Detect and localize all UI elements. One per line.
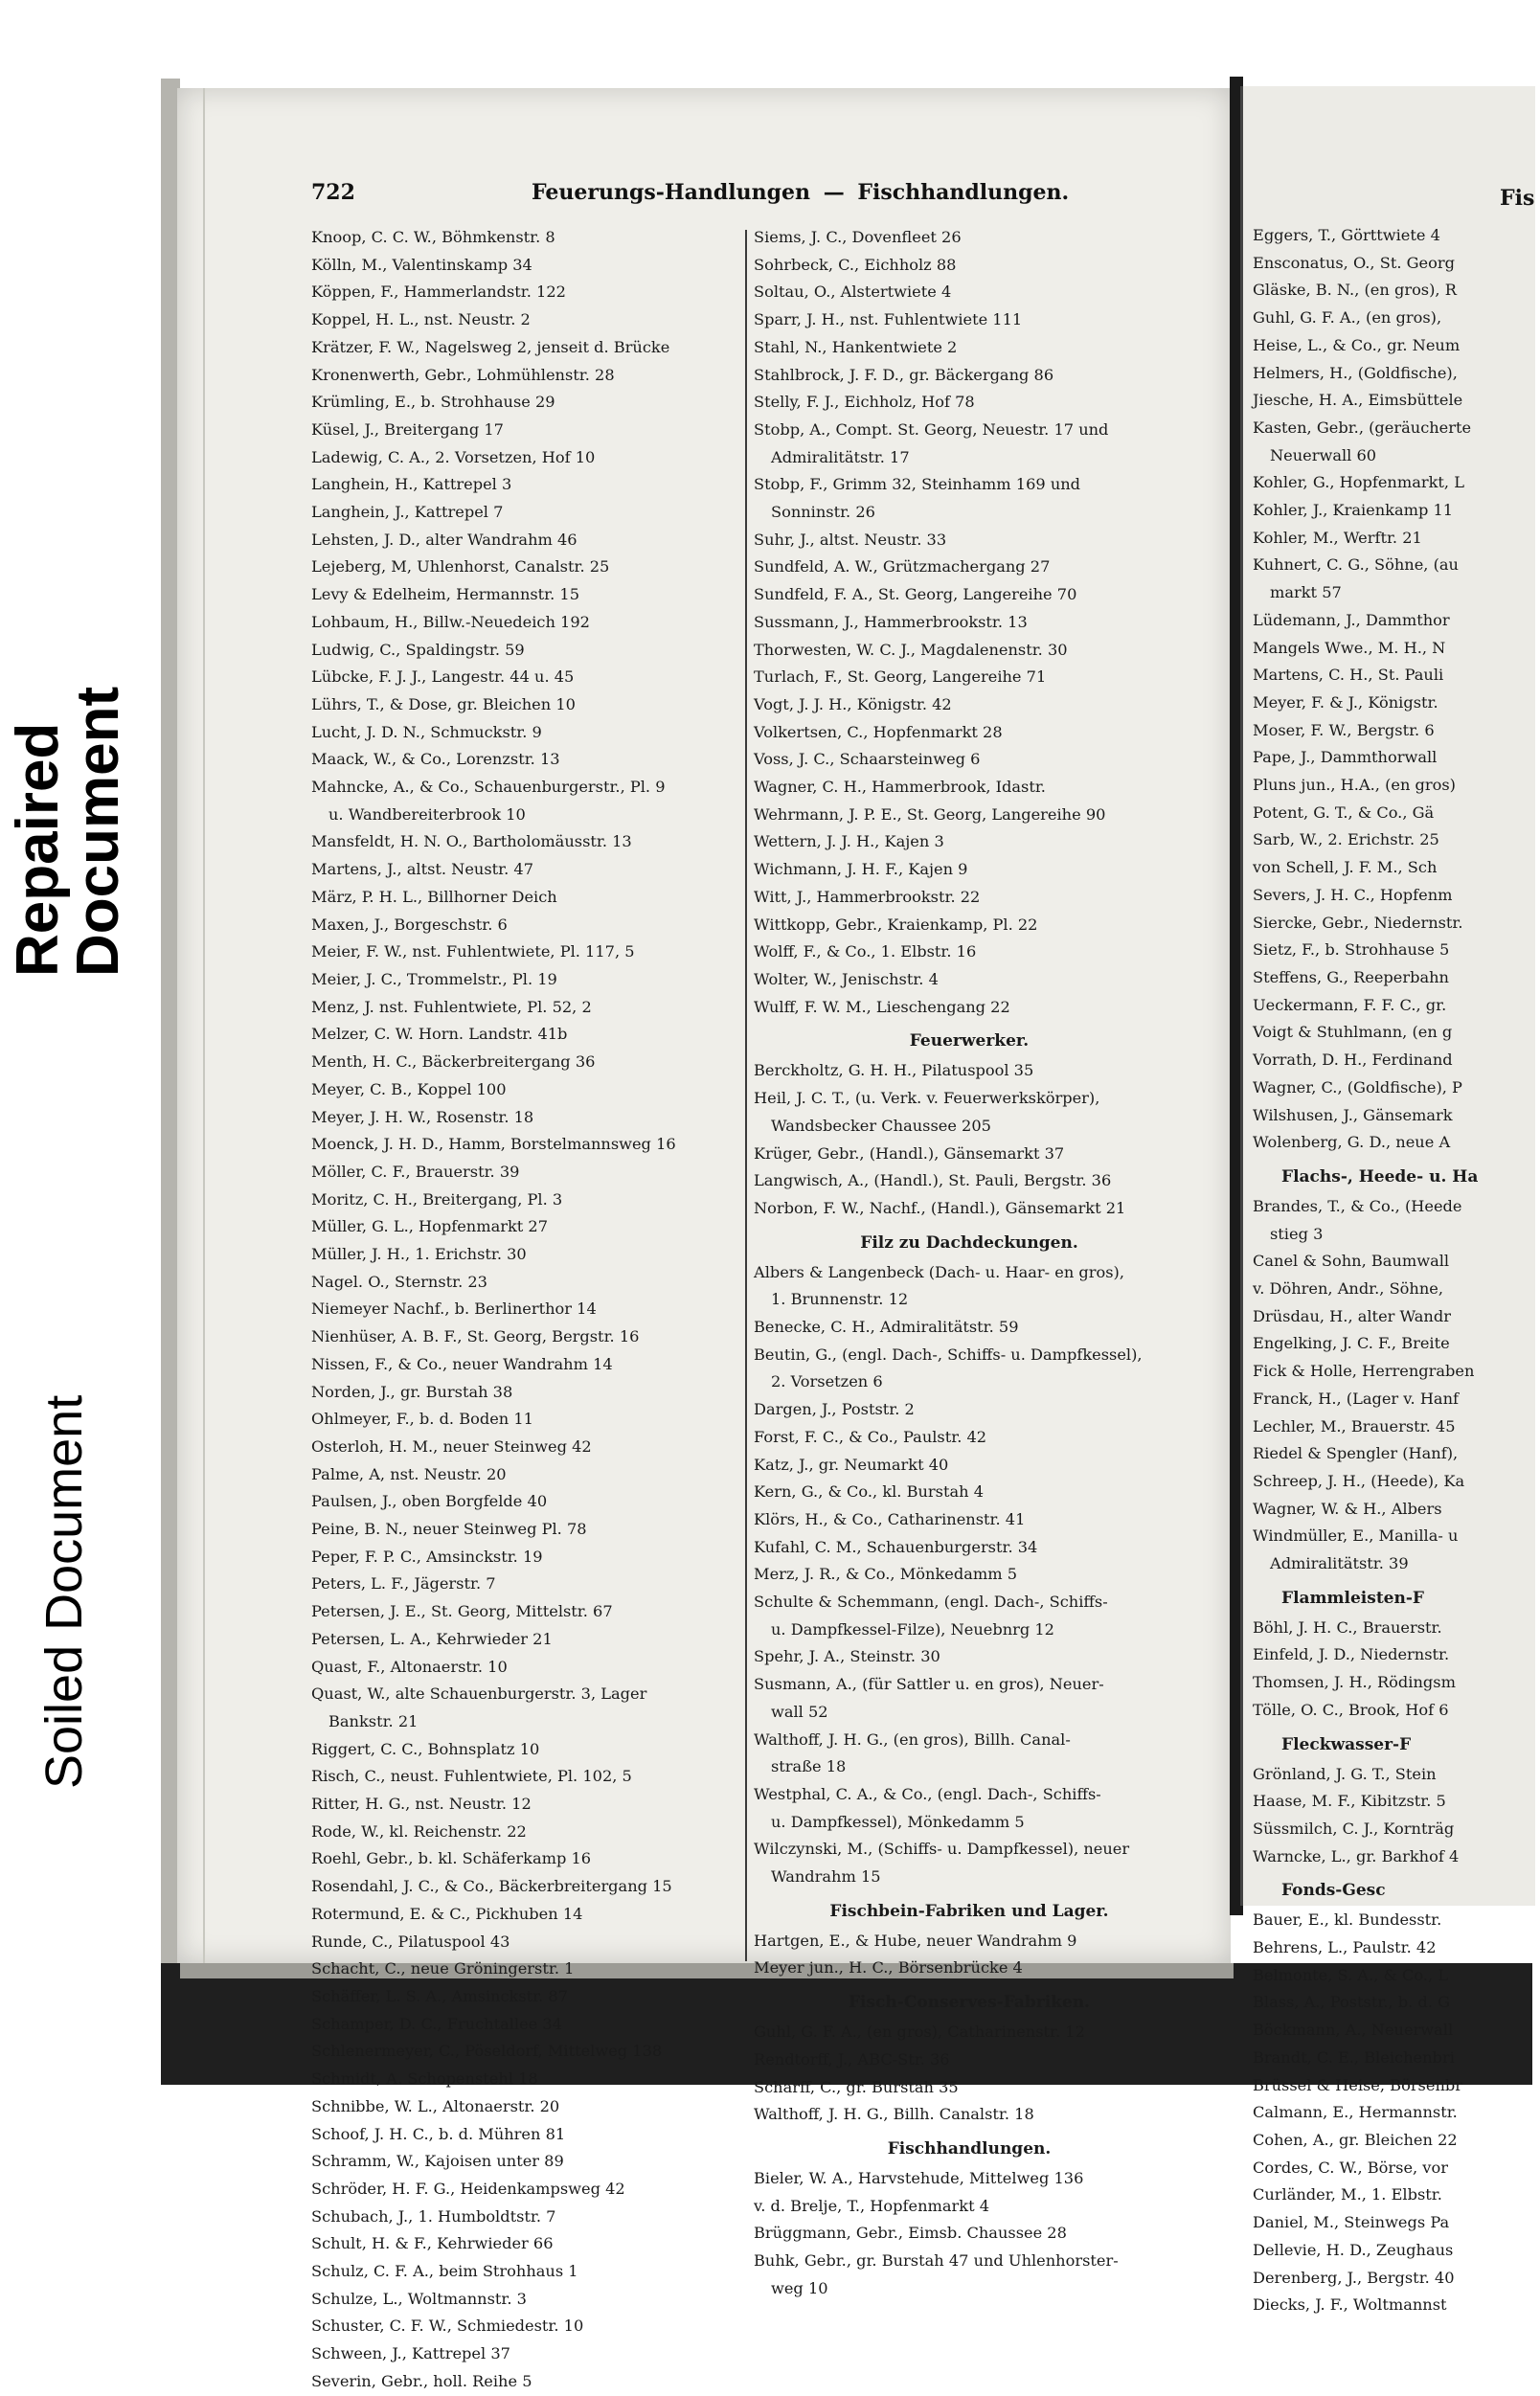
directory-entry: Siercke, Gebr., Niedernstr. [1253, 913, 1463, 932]
directory-entry: Meier, J. C., Trommelstr., Pl. 19 [311, 969, 557, 988]
directory-entry: Palme, A, nst. Neustr. 20 [311, 1464, 507, 1483]
directory-entry: Lehsten, J. D., alter Wandrahm 46 [311, 530, 578, 549]
directory-entry: Diecks, J. F., Woltmannst [1253, 2295, 1447, 2315]
directory-entry: Rendtorff, J., ABC-Str. 36 [754, 2049, 950, 2068]
column-divider [745, 230, 747, 1961]
directory-entry: Osterloh, H. M., neuer Steinweg 42 [311, 1436, 592, 1456]
directory-entry: Grönland, J. G. T., Stein [1253, 1764, 1437, 1783]
entry-continuation: 2. Vorsetzen 6 [771, 1372, 883, 1391]
directory-entry: Köppen, F., Hammerlandstr. 122 [311, 283, 566, 302]
directory-entry: Spehr, J. A., Steinstr. 30 [754, 1647, 940, 1666]
directory-entry: Stelly, F. J., Eichholz, Hof 78 [754, 393, 975, 412]
directory-entry: Steffens, G., Reeperbahn [1253, 967, 1449, 986]
section-heading: Fisch-Conserves-Fabriken. [848, 1993, 1091, 2013]
directory-entry: Schween, J., Kattrepel 37 [311, 2344, 510, 2363]
directory-entry: Schulz, C. F. A., beim Strohhaus 1 [311, 2262, 578, 2281]
directory-entry: Dargen, J., Poststr. 2 [754, 1400, 915, 1419]
directory-entry: Schramm, W., Kajoisen unter 89 [311, 2152, 564, 2171]
directory-entry: Langhein, H., Kattrepel 3 [311, 475, 512, 494]
directory-entry: Wilczynski, M., (Schiffs- u. Dampfkessel), neuer [754, 1840, 1130, 1859]
section-heading: Flammleisten-F [1281, 1588, 1424, 1608]
directory-entry: Kern, G., & Co., kl. Burstah 4 [754, 1482, 984, 1502]
directory-entry: Sundfeld, A. W., Grützmachergang 27 [754, 557, 1051, 576]
repaired-label-line1: Repaired [5, 722, 71, 977]
directory-entry: Müller, J. H., 1. Erichstr. 30 [311, 1245, 527, 1264]
directory-entry: Rode, W., kl. Reichenstr. 22 [311, 1821, 527, 1841]
directory-entry: Langwisch, A., (Handl.), St. Pauli, Bergstr. 36 [754, 1171, 1112, 1190]
directory-entry: Belmonte, S. A., & Co., L [1253, 1965, 1449, 1984]
directory-entry: Thomsen, J. H., Rödingsm [1253, 1673, 1456, 1692]
directory-entry: Norden, J., gr. Burstah 38 [311, 1382, 513, 1401]
directory-entry: Thorwesten, W. C. J., Magdalenenstr. 30 [754, 640, 1068, 659]
directory-entry: Rosendahl, J. C., & Co., Bäckerbreitergang 15 [311, 1877, 672, 1896]
section-heading: Flachs-, Heede- u. Ha [1281, 1166, 1479, 1187]
entry-continuation: Admiralitätstr. 17 [771, 447, 910, 466]
directory-entry: Schlenermeyer, C., Pöseldorf, Mittelweg 138 [311, 2042, 663, 2061]
directory-entry: Ohlmeyer, F., b. d. Boden 11 [311, 1410, 533, 1429]
directory-entry: Peine, B. N., neuer Steinweg Pl. 78 [311, 1520, 587, 1539]
directory-entry: Krätzer, F. W., Nagelsweg 2, jenseit d. Brücke [311, 337, 670, 356]
directory-entry: Haase, M. F., Kibitzstr. 5 [1253, 1792, 1446, 1811]
directory-entry: Ludwig, C., Spaldingstr. 59 [311, 640, 525, 659]
directory-entry: Lübcke, F. J. J., Langestr. 44 u. 45 [311, 667, 575, 687]
directory-entry: Voss, J. C., Schaarsteinweg 6 [754, 750, 981, 769]
next-page-fragment [1240, 86, 1535, 2315]
directory-entry: Krüger, Gebr., (Handl.), Gänsemarkt 37 [754, 1143, 1065, 1163]
directory-entry: Niemeyer Nachf., b. Berlinerthor 14 [311, 1300, 597, 1319]
directory-entry: Stobp, F., Grimm 32, Steinhamm 169 und [754, 475, 1081, 494]
directory-entry: Schäffer, L. S. A., Amsinckstr. 87 [311, 1987, 569, 2005]
directory-entry: Schreep, J. H., (Heede), Ka [1253, 1471, 1465, 1490]
directory-entry: Einfeld, J. D., Niedernstr. [1253, 1645, 1450, 1664]
entry-continuation: stieg 3 [1270, 1224, 1324, 1243]
directory-entry: Petersen, L. A., Kehrwieder 21 [311, 1629, 553, 1648]
directory-entry: Cordes, C. W., Börse, vor [1253, 2158, 1448, 2177]
directory-entry: Wilshusen, J., Gänsemark [1253, 1105, 1453, 1124]
entry-continuation: u. Dampfkessel-Filze), Neuebnrg 12 [771, 1619, 1054, 1639]
directory-entry: Meier, F. W., nst. Fuhlentwiete, Pl. 117, 5 [311, 942, 635, 961]
title-left: Feuerungs-Handlungen [532, 180, 811, 205]
directory-entry: Kufahl, C. M., Schauenburgerstr. 34 [754, 1537, 1038, 1556]
next-page-header: Fis [1500, 186, 1535, 211]
soiled-document-label: Soiled Document [35, 1394, 93, 1789]
directory-entry: Mansfeldt, H. N. O., Bartholomäusstr. 13 [311, 832, 632, 851]
left-column [311, 224, 750, 2396]
directory-entry: Lejeberg, M, Uhlenhorst, Canalstr. 25 [311, 557, 610, 576]
directory-entry: Severin, Gebr., holl. Reihe 5 [311, 2371, 532, 2390]
entry-continuation: u. Wandbereiterbrook 10 [328, 804, 526, 824]
directory-entry: Wolff, F., & Co., 1. Elbstr. 16 [754, 942, 977, 961]
directory-entry: Schulze, L., Woltmannstr. 3 [311, 2289, 527, 2308]
directory-entry: Canel & Sohn, Baumwall [1253, 1252, 1450, 1271]
entry-continuation: 1. Brunnenstr. 12 [771, 1290, 909, 1309]
directory-entry: Jiesche, H. A., Eimsbüttele [1253, 391, 1463, 410]
directory-entry: Forst, F. C., & Co., Paulstr. 42 [754, 1427, 987, 1446]
directory-entry: Cohen, A., gr. Bleichen 22 [1253, 2131, 1458, 2149]
entry-continuation: markt 57 [1270, 583, 1342, 602]
directory-entry: Dellevie, H. D., Zeughaus [1253, 2240, 1454, 2259]
directory-entry: Franck, H., (Lager v. Hanf [1253, 1389, 1460, 1408]
directory-entry: Runde, C., Pilatuspool 43 [311, 1932, 510, 1951]
directory-entry: Soltau, O., Alstertwiete 4 [754, 283, 952, 302]
directory-entry: Maxen, J., Borgeschstr. 6 [311, 915, 508, 934]
directory-entry: Meyer, F. & J., Königstr. [1253, 692, 1438, 712]
directory-entry: Knoop, C. C. W., Böhmkenstr. 8 [311, 228, 555, 246]
directory-entry: Kasten, Gebr., (geräucherte [1253, 418, 1472, 437]
directory-entry: Sussmann, J., Hammerbrookstr. 13 [754, 612, 1028, 631]
entry-continuation: Bankstr. 21 [328, 1711, 419, 1730]
directory-entry: Engelking, J. C. F., Breite [1253, 1334, 1450, 1353]
directory-entry: Suhr, J., altst. Neustr. 33 [754, 530, 947, 549]
directory-entry: Heil, J. C. T., (u. Verk. v. Feuerwerkskörper), [754, 1089, 1100, 1108]
directory-entry: Stobp, A., Compt. St. Georg, Neuestr. 17 und [754, 419, 1109, 439]
directory-entry: Riggert, C. C., Bohnsplatz 10 [311, 1739, 540, 1758]
directory-entry: Kohler, M., Werftr. 21 [1253, 528, 1422, 547]
directory-entry: Kohler, G., Hopfenmarkt, L [1253, 473, 1464, 492]
directory-entry: Lucht, J. D. N., Schmuckstr. 9 [311, 722, 542, 741]
directory-entry: Böckmann, A., Neuerwall [1253, 2021, 1454, 2040]
directory-entry: Ritter, H. G., nst. Neustr. 12 [311, 1795, 532, 1814]
directory-entry: Bieler, W. A., Harvstehude, Mittelweg 136 [754, 2169, 1084, 2187]
directory-entry: Wichmann, J. H. F., Kajen 9 [754, 860, 968, 879]
directory-entry: Vogt, J. J. H., Königstr. 42 [754, 694, 952, 713]
entry-continuation: u. Dampfkessel), Mönkedamm 5 [771, 1812, 1025, 1831]
directory-entry: Menz, J. nst. Fuhlentwiete, Pl. 52, 2 [311, 997, 592, 1016]
directory-entry: Lüdemann, J., Dammthor [1253, 610, 1450, 629]
directory-entry: Windmüller, E., Manilla- u [1253, 1526, 1459, 1546]
directory-entry: v. Döhren, Andr., Söhne, [1253, 1279, 1443, 1299]
directory-entry: Sohrbeck, C., Eichholz 88 [754, 255, 957, 274]
directory-entry: Moenck, J. H. D., Hamm, Borstelmannsweg 16 [311, 1135, 676, 1154]
directory-entry: Warncke, L., gr. Barkhof 4 [1253, 1846, 1460, 1865]
directory-entry: Nissen, F., & Co., neuer Wandrahm 14 [311, 1354, 613, 1373]
directory-entry: Pluns jun., H.A., (en gros) [1253, 776, 1457, 795]
directory-entry: Klörs, H., & Co., Catharinenstr. 41 [754, 1509, 1026, 1528]
directory-entry: Moritz, C. H., Breitergang, Pl. 3 [311, 1189, 563, 1209]
directory-entry: Süssmilch, C. J., Kornträg [1253, 1819, 1455, 1838]
directory-entry: Mahncke, A., & Co., Schauenburgerstr., Pl. 9 [311, 778, 666, 797]
directory-entry: Brüggmann, Gebr., Eimsb. Chaussee 28 [754, 2224, 1067, 2243]
entry-continuation: Neuerwall 60 [1270, 445, 1377, 464]
directory-entry: Vorrath, D. H., Ferdinand [1253, 1051, 1453, 1070]
directory-entry: Roehl, Gebr., b. kl. Schäferkamp 16 [311, 1849, 592, 1868]
directory-entry: Lohbaum, H., Billw.-Neuedeich 192 [311, 612, 590, 631]
directory-entry: Guhl, G. F. A., (en gros), Catharinenstr. 12 [754, 2023, 1085, 2042]
directory-entry: März, P. H. L., Billhorner Deich [311, 887, 557, 906]
directory-entry: Sparr, J. H., nst. Fuhlentwiete 111 [754, 310, 1023, 329]
directory-entry: Blass, A., Poststr., b. d. G [1253, 1993, 1450, 2012]
directory-entry: Potent, G. T., & Co., Gä [1253, 802, 1435, 822]
directory-entry: Quast, W., alte Schauenburgerstr. 3, Lager [311, 1684, 647, 1704]
section-heading: Feuerwerker. [909, 1031, 1030, 1051]
directory-entry: Wolenberg, G. D., neue A [1253, 1133, 1451, 1152]
directory-entry: Scharff, C., gr. Burstah 35 [754, 2077, 959, 2096]
directory-entry: Eggers, T., Görttwiete 4 [1253, 226, 1440, 244]
directory-entry: Sarb, W., 2. Erichstr. 25 [1253, 830, 1439, 849]
directory-entry: Schult, H. & F., Kehrwieder 66 [311, 2234, 554, 2253]
directory-entry: Calmann, E., Hermannstr. [1253, 2103, 1458, 2122]
directory-entry: Walthoff, J. H. G., Billh. Canalstr. 18 [754, 2105, 1034, 2124]
directory-entry: Kronenwerth, Gebr., Lohmühlenstr. 28 [311, 365, 615, 384]
directory-entry: Schmidt, A. Schopenstehl 18 [311, 2069, 538, 2089]
entry-continuation: Sonninstr. 26 [771, 503, 875, 522]
directory-entry: Guhl, G. F. A., (en gros), [1253, 308, 1442, 328]
directory-entry: Nagel. O., Sternstr. 23 [311, 1272, 487, 1291]
directory-entry: Ensconatus, O., St. Georg [1253, 253, 1455, 272]
directory-entry: Wulff, F. W. M., Lieschengang 22 [754, 997, 1010, 1016]
directory-entry: Wehrmann, J. P. E., St. Georg, Langereihe 90 [754, 804, 1106, 824]
directory-entry: Lechler, M., Brauerstr. 45 [1253, 1416, 1456, 1435]
entry-continuation: straße 18 [771, 1757, 847, 1776]
directory-entry: Wagner, C. H., Hammerbrook, Idastr. [754, 778, 1046, 797]
directory-entry: Stahl, N., Hankentwiete 2 [754, 337, 958, 356]
directory-entry: Brandes, T., & Co., (Heede [1253, 1196, 1462, 1215]
directory-entry: Bauer, E., kl. Bundesstr. [1253, 1910, 1442, 1930]
directory-entry: Turlach, F., St. Georg, Langereihe 71 [754, 667, 1047, 687]
directory-entry: Schamper, D. C., Fruchtallee 34 [311, 2014, 563, 2033]
directory-entry: Sietz, F., b. Strohhause 5 [1253, 940, 1450, 960]
directory-entry: Möller, C. F., Brauerstr. 39 [311, 1162, 520, 1181]
directory-entry: Rotermund, E. & C., Pickhuben 14 [311, 1904, 583, 1923]
directory-entry: Schoof, J. H. C., b. d. Mühren 81 [311, 2124, 566, 2143]
right-column [1253, 222, 1540, 2319]
directory-entry: Schulte & Schemmann, (engl. Dach-, Schiffs- [754, 1593, 1108, 1612]
directory-entry: Pape, J., Dammthorwall [1253, 748, 1438, 767]
directory-entry: Kohler, J., Kraienkamp 11 [1253, 501, 1454, 520]
directory-entry: Menth, H. C., Bäckerbreitergang 36 [311, 1052, 596, 1072]
directory-entry: Kölln, M., Valentinskamp 34 [311, 255, 532, 274]
directory-entry: Gläske, B. N., (en gros), R [1253, 281, 1457, 300]
directory-entry: von Schell, J. F. M., Sch [1253, 858, 1438, 877]
page-header [311, 180, 1269, 218]
title-right: Fischhandlungen. [857, 180, 1070, 205]
directory-entry: Heise, L., & Co., gr. Neum [1253, 335, 1461, 354]
directory-entry: Peper, F. P. C., Amsinckstr. 19 [311, 1547, 543, 1566]
directory-entry: Berckholtz, G. H. H., Pilatuspool 35 [754, 1061, 1034, 1080]
directory-entry: Schnibbe, W. L., Altonaerstr. 20 [311, 2096, 560, 2115]
directory-entry: Drüsdau, H., alter Wandr [1253, 1306, 1451, 1325]
directory-entry: Moser, F. W., Bergstr. 6 [1253, 720, 1435, 739]
directory-entry: Küsel, J., Breitergang 17 [311, 419, 504, 439]
directory-entry: Westphal, C. A., & Co., (engl. Dach-, Schiffs- [754, 1784, 1101, 1803]
section-heading: Filz zu Dachdeckungen. [860, 1232, 1078, 1253]
directory-entry: Buhk, Gebr., gr. Burstah 47 und Uhlenhorster- [754, 2251, 1119, 2271]
directory-entry: Witt, J., Hammerbrookstr. 22 [754, 887, 981, 906]
directory-entry: Mangels Wwe., M. H., N [1253, 638, 1446, 657]
entry-continuation: wall 52 [771, 1702, 828, 1721]
directory-entry: Brüssel & Heise, Börsenbr [1253, 2075, 1462, 2094]
directory-entry: Quast, F., Altonaerstr. 10 [311, 1657, 508, 1676]
directory-entry: Katz, J., gr. Neumarkt 40 [754, 1455, 949, 1474]
directory-entry: Behrens, L., Paulstr. 42 [1253, 1938, 1437, 1957]
directory-entry: Riedel & Spengler (Hanf), [1253, 1444, 1459, 1463]
directory-entry: Langhein, J., Kattrepel 7 [311, 503, 504, 522]
directory-entry: Albers & Langenbeck (Dach- u. Haar- en gros), [754, 1262, 1125, 1281]
directory-entry: Paulsen, J., oben Borgfelde 40 [311, 1492, 548, 1511]
directory-entry: Helmers, H., (Goldfische), [1253, 363, 1458, 382]
directory-page [177, 88, 1231, 2390]
directory-entry: Kuhnert, C. G., Söhne, (au [1253, 555, 1459, 575]
directory-entry: Schröder, H. F. G., Heidenkampsweg 42 [311, 2179, 625, 2198]
directory-entry: Wittkopp, Gebr., Kraienkamp, Pl. 22 [754, 915, 1038, 934]
directory-entry: Tölle, O. C., Brook, Hof 6 [1253, 1700, 1449, 1719]
directory-entry: Benecke, C. H., Admiralitätstr. 59 [754, 1318, 1019, 1337]
directory-entry: Wagner, W. & H., Albers [1253, 1499, 1442, 1518]
directory-entry: Levy & Edelheim, Hermannstr. 15 [311, 585, 580, 604]
directory-entry: Walthoff, J. H. G., (en gros), Billh. Canal- [754, 1729, 1071, 1749]
directory-entry: Krümling, E., b. Strohhause 29 [311, 393, 555, 412]
directory-entry: Wagner, C., (Goldfische), P [1253, 1077, 1462, 1096]
directory-entry: Peters, L. F., Jägerstr. 7 [311, 1574, 496, 1594]
directory-entry: v. d. Brelje, T., Hopfenmarkt 4 [754, 2196, 990, 2215]
directory-entry: Schubach, J., 1. Humboldtstr. 7 [311, 2206, 556, 2226]
directory-entry: Sundfeld, F. A., St. Georg, Langereihe 70 [754, 585, 1077, 604]
entry-continuation: Admiralitätstr. 39 [1270, 1554, 1409, 1573]
directory-entry: Beutin, G., (engl. Dach-, Schiffs- u. Dampfkessel), [754, 1345, 1143, 1364]
directory-entry: Maack, W., & Co., Lorenzstr. 13 [311, 750, 560, 769]
directory-entry: Melzer, C. W. Horn. Landstr. 41b [311, 1025, 568, 1044]
directory-entry: Fick & Holle, Herrengraben [1253, 1362, 1475, 1381]
page-title [532, 180, 1069, 205]
directory-entry: Nienhüser, A. B. F., St. Georg, Bergstr. 16 [311, 1327, 640, 1346]
directory-entry: Norbon, F. W., Nachf., (Handl.), Gänsemarkt 21 [754, 1198, 1126, 1217]
directory-entry: Meyer, C. B., Koppel 100 [311, 1079, 507, 1098]
directory-entry: Risch, C., neust. Fuhlentwiete, Pl. 102, 5 [311, 1767, 632, 1786]
directory-entry: Ueckermann, F. F. C., gr. [1253, 995, 1447, 1014]
directory-entry: Daniel, M., Steinwegs Pa [1253, 2213, 1450, 2232]
directory-entry: Koppel, H. L., nst. Neustr. 2 [311, 310, 531, 329]
margin-rule [203, 88, 205, 1963]
section-heading: Fischbein-Fabriken und Lager. [829, 1901, 1109, 1921]
directory-entry: Petersen, J. E., St. Georg, Mittelstr. 67 [311, 1602, 613, 1621]
directory-entry: Martens, C. H., St. Pauli [1253, 666, 1444, 685]
page-number: 722 [311, 180, 355, 205]
directory-entry: Müller, G. L., Hopfenmarkt 27 [311, 1217, 549, 1236]
directory-entry: Böhl, J. H. C., Brauerstr. [1253, 1617, 1442, 1637]
directory-entry: Severs, J. H. C., Hopfenm [1253, 885, 1453, 904]
directory-entry: Wettern, J. J. H., Kajen 3 [754, 832, 944, 851]
directory-entry: Siems, J. C., Dovenfleet 26 [754, 228, 962, 246]
directory-entry: Lührs, T., & Dose, gr. Bleichen 10 [311, 694, 576, 713]
middle-column [754, 224, 1185, 2303]
directory-entry: Susmann, A., (für Sattler u. en gros), Neuer- [754, 1675, 1104, 1694]
directory-entry: Derenberg, J., Bergstr. 40 [1253, 2268, 1455, 2287]
directory-entry: Meyer, J. H. W., Rosenstr. 18 [311, 1107, 534, 1126]
directory-entry: Voigt & Stuhlmann, (en g [1253, 1023, 1453, 1042]
section-heading: Fonds-Gesc [1281, 1881, 1386, 1901]
entry-continuation: Wandrahm 15 [771, 1867, 881, 1887]
directory-entry: Martens, J., altst. Neustr. 47 [311, 860, 534, 879]
directory-entry: Stahlbrock, J. F. D., gr. Bäckergang 86 [754, 365, 1054, 384]
repaired-label-line2: Document [65, 686, 132, 977]
directory-entry: Merz, J. R., & Co., Mönkedamm 5 [754, 1565, 1017, 1584]
directory-entry: Schuster, C. F. W., Schmiedestr. 10 [311, 2317, 584, 2336]
directory-entry: Meyer jun., H. C., Börsenbrücke 4 [754, 1958, 1023, 1978]
directory-entry: Schacht, C., neue Gröningerstr. 1 [311, 1959, 575, 1978]
entry-continuation: Wandsbecker Chaussee 205 [771, 1116, 991, 1135]
directory-entry: Hartgen, E., & Hube, neuer Wandrahm 9 [754, 1931, 1077, 1950]
directory-entry: Wolter, W., Jenischstr. 4 [754, 969, 939, 988]
title-separator: — [823, 180, 845, 205]
entry-continuation: weg 10 [771, 2278, 828, 2297]
section-heading: Fleckwasser-F [1281, 1734, 1412, 1754]
directory-entry: Volkertsen, C., Hopfenmarkt 28 [754, 722, 1003, 741]
section-heading: Fischhandlungen. [887, 2139, 1052, 2159]
directory-entry: Curländer, M., 1. Elbstr. [1253, 2185, 1442, 2204]
directory-entry: Ladewig, C. A., 2. Vorsetzen, Hof 10 [311, 447, 596, 466]
repaired-document-label [5, 686, 132, 977]
directory-entry: Brandt, C. E., Bleichenbri [1253, 2047, 1455, 2067]
